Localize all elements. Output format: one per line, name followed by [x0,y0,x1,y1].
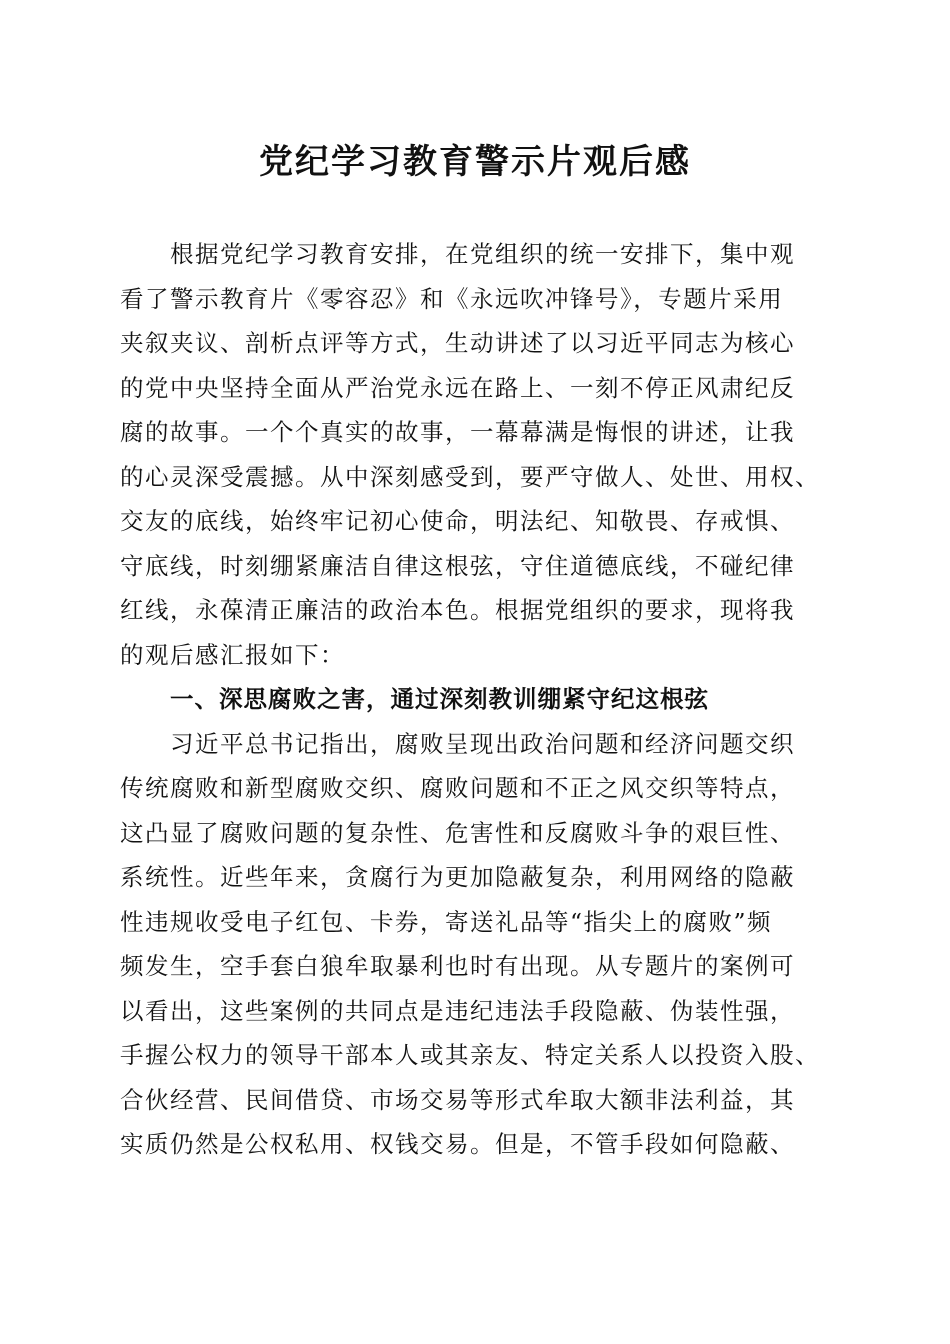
text-line: 频发生，空手套白狼牟取暴利也时有出现。从专题片的案例可 [120,952,795,980]
text-line: 传统腐败和新型腐败交织、腐败问题和不正之风交织等特点， [120,774,795,802]
text-line: 守底线，时刻绷紧廉洁自律这根弦，守住道德底线，不碰纪律 [120,552,795,580]
text-line: 看了警示教育片《零容忍》和《永远吹冲锋号》，专题片采用 [120,285,784,313]
text-line: 手握公权力的领导干部本人或其亲友、特定关系人以投资入股、 [120,1041,820,1069]
text-line: 这凸显了腐败问题的复杂性、危害性和反腐败斗争的艰巨性、 [120,819,795,847]
text-line: 夹叙夹议、剖析点评等方式，生动讲述了以习近平同志为核心 [120,329,795,357]
text-line: 实质仍然是公权私用、权钱交易。但是，不管手段如何隐蔽、 [120,1130,795,1158]
text-line: 系统性。近些年来，贪腐行为更加隐蔽复杂，利用网络的隐蔽 [120,863,795,891]
text-line: 的观后感汇报如下： [120,641,345,669]
text-line: 红线，永葆清正廉洁的政治本色。根据党组织的要求，现将我 [120,596,795,624]
document-title: 党纪学习教育警示片观后感 [259,142,691,182]
text-line: 以看出，这些案例的共同点是违纪违法手段隐蔽、伪装性强， [120,997,795,1025]
text-line: 的心灵深受震撼。从中深刻感受到，要严守做人、处世、用权、 [120,463,820,491]
text-line: 习近平总书记指出，腐败呈现出政治问题和经济问题交织 [170,730,795,758]
text-line: 腐的故事。一个个真实的故事，一幕幕满是悔恨的讲述，让我 [120,418,795,446]
text-line: 的党中央坚持全面从严治党永远在路上、一刻不停正风肃纪反 [120,374,795,402]
text-line: 性违规收受电子红包、卡券，寄送礼品等“指尖上的腐败”频 [120,908,773,936]
text-line: 合伙经营、民间借贷、市场交易等形式牟取大额非法利益，其 [120,1086,795,1114]
text-line: 交友的底线，始终牢记初心使命，明法纪、知敬畏、存戒惧、 [120,507,795,535]
section-heading: 一、深思腐败之害，通过深刻教训绷紧守纪这根弦 [170,685,709,713]
text-line: 根据党纪学习教育安排，在党组织的统一安排下，集中观 [170,240,795,268]
